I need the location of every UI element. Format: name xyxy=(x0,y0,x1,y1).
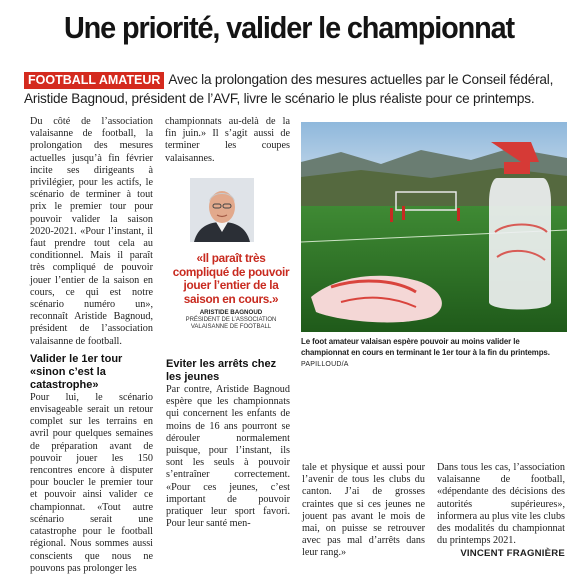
author-signature: VINCENT FRAGNIÈRE xyxy=(460,548,565,560)
headline: Une priorité, valider le championnat xyxy=(63,10,515,45)
body-paragraph: championnats au-delà de la fin juin.» Il s’agit aussi de terminer les coupes valaisannes. xyxy=(165,116,290,164)
column-5 xyxy=(437,462,565,561)
photo-caption xyxy=(301,336,567,370)
body-paragraph: tale et physique et aussi pour l’avenir de tous les clubs du canton. J’ai de grosses craintes que si ces jeunes ne jouent pas avant le mois de mai, on puisse se retrouver avec pas mal d’arrêts dans leur rang.» xyxy=(302,462,425,559)
photo-credit: PAPILLOUD/A xyxy=(301,361,349,368)
column-1 xyxy=(30,116,153,575)
quote-author: ARISTIDE BAGNOUD xyxy=(199,309,263,316)
column-2 xyxy=(165,116,290,165)
football-pitch-photo xyxy=(301,122,567,332)
body-paragraph: Dans tous les cas, l’association valaisanne de football, «dépendante des décisions des autorités supérieures», informera au plus vite les clubs des modalités du championnat du printemps 2021. xyxy=(437,462,565,547)
pull-quote: «Il paraît très compliqué de pouvoir jouer l’entier de la saison en cours.» xyxy=(172,251,290,306)
lead-text: Avec la prolongation des mesures actuelles par le Conseil fédéral, Aristide Bagnoud, président de l’AVF, livre le scénario le plus réaliste pour ce printemps. xyxy=(24,72,554,106)
column-4 xyxy=(302,462,425,560)
body-paragraph: Par contre, Aristide Bagnoud espère que les championnats qui concernent les enfants de moins de 16 ans pourront se dérouler normalement puisque, pour l’instant, ils sont les seuls à pouvoir s’entraîner correctement. «Pour ces jeunes, c’est important de pouvoir pratiquer leur sport favori. Pour leur santé men- xyxy=(166,384,290,530)
lead-paragraph xyxy=(24,70,564,108)
portrait-photo xyxy=(190,178,254,242)
subhead-validate: Valider le 1er tour «sinon c’est la catastrophe» xyxy=(30,352,123,391)
caption-text: Le foot amateur valaisan espère pouvoir au moins valider le championnat en cours en terminant le 1er tour à la fin du printemps. xyxy=(301,337,550,357)
column-3 xyxy=(166,353,290,530)
kicker-label: FOOTBALL AMATEUR xyxy=(24,72,164,89)
body-paragraph: Du côté de l’association valaisanne de football, la prolongation des mesures actuelles jusqu’à fin février incite ses dirigeants à privilégier, pour les actifs, le scénario de terminer à tout prix le premier tour pour pouvoir valider la saison 2020-2021. «Pour l’instant, il faut prendre tout cela au conditionnel. Mais il paraît très compliqué de pouvoir jouer l’entier de la saison en cours, ce qui est notre scénario numéro un», reconnaît Aristide Bagnoud, président de l’association valaisanne de football. xyxy=(30,116,153,347)
body-paragraph: Pour lui, le scénario envisageable serait un retour complet sur les terrains en avril pour quelques semaines de préparation avant de pouvoir jouer les 150 rencontres encore à disputer pour boucler le premier tour et pouvoir ainsi valider ce championnat. «Tout autre scénario serait une catastrophe pour le football régional. Nous sommes aussi conscients que nous ne pouvons pas prolonger les xyxy=(30,391,153,574)
quote-author-role: PRÉSIDENT DE L’ASSOCIATION VALAISANNE DE FOOTBALL xyxy=(185,317,277,330)
subhead-youth: Eviter les arrêts chez les jeunes xyxy=(166,358,277,383)
